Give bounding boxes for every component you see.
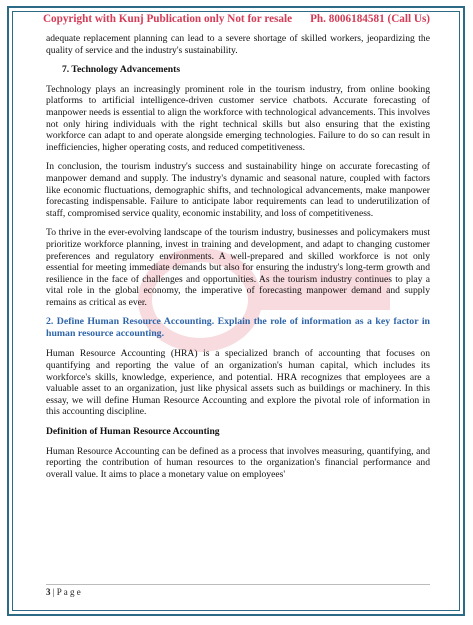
section-heading-technology: 7. Technology Advancements [62,64,181,76]
question-heading: 2. Define Human Resource Accounting. Explain the role of information as a key factor in human resource accounting. [46,316,430,340]
copyright-text: Copyright with Kunj Publication only Not for resale [42,13,293,25]
paragraph: adequate replacement planning can lead to a severe shortage of skilled workers, jeopardizing the quality of service and the industry's sustainability. [46,33,430,56]
paragraph: In conclusion, the tourism industry's success and sustainability hinge on accurate forecasting of manpower demand and supply. The industry's dynamic and seasonal nature, coupled with factors like economic fluctuations, demographic shifts, and technological advancements, make manpower forecasting indispensable. Failure to anticipate labor requirements can lead to underutilization of staff, compromised service quality, economic instability, and loss of competitiveness. [46,161,430,219]
definition-heading: Definition of Human Resource Accounting [46,426,220,438]
paragraph: Human Resource Accounting (HRA) is a specialized branch of accounting that focuses on quantifying and reporting the value of an organization's human capital, which includes its workforce's skills, knowledge, experience, and potential. HRA recognizes that employees are a valuable asset to an organization, just like physical assets such as buildings or machinery. In this essay, we will define Human Resource Accounting and explore the pivotal role of information in this accounting discipline. [46,348,430,418]
page-number: 3 [46,587,51,597]
copyright-header [0,13,473,25]
page-label: | P a g e [50,587,81,597]
page-content [46,33,430,488]
page-footer [46,584,430,597]
paragraph: To thrive in the ever-evolving landscape of the tourism industry, businesses and policymakers must prioritize workforce planning, invest in training and development, and adapt to changing customer preferences and regulatory environments. A well-prepared and skilled workforce is not only essential for meeting immediate demands but also for ensuring the industry's long-term growth and resilience in the face of challenges and opportunities. As the tourism industry continues to play a vital role in the global economy, the imperative of forecasting manpower demand and supply remains as critical as ever. [46,227,430,308]
paragraph: Technology plays an increasingly prominent role in the tourism industry, from online booking platforms to artificial intelligence-driven customer service chatbots. Accurate forecasting of manpower needs is essential to align the workforce with technological advancements. This involves not only hiring individuals with the right technical skills but also ensuring that the existing workforce can adapt to and operate alongside emerging technologies. Failure to do so can result in inefficiencies, higher operating costs, and reduced competitiveness. [46,83,430,153]
phone-text: Ph. 8006184581 (Call Us) [310,13,431,25]
paragraph: Human Resource Accounting can be defined as a process that involves measuring, quantifying, and reporting the contribution of human resources to the organization's financial performance and overall value. It aims to place a monetary value on employees' [46,445,430,480]
